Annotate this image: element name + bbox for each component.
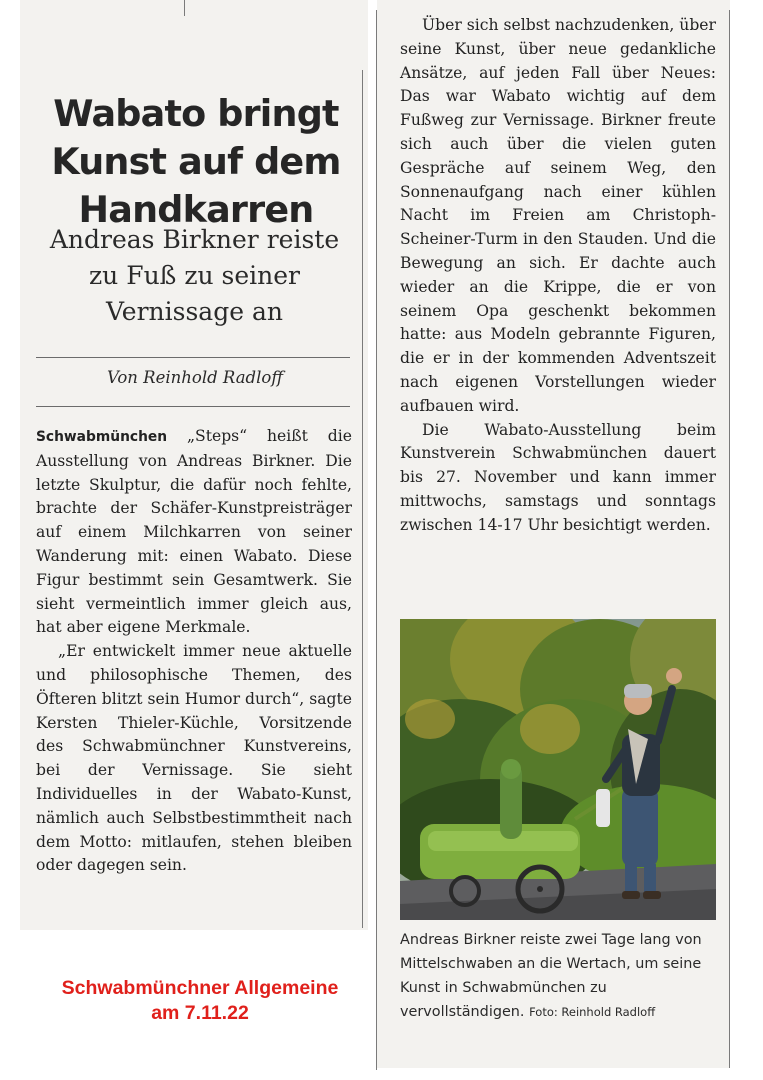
byline: Von Reinhold Radloff bbox=[106, 368, 284, 387]
paragraph: Schwabmünchen „Steps“ heißt die Ausstellung von Andreas Birkner. Die letzte Skulptur, die dafür noch fehlte, brachte der Schäfer-Kunstpreisträger auf einem Milchkarren von seiner Wanderung mit: einen Wabato. Diese Figur bestimmt sein Gesamtwerk. Sie sieht vermeintlich immer gleich aus, hat aber eigene Merkmale. bbox=[36, 427, 352, 637]
source-date: am 7.11.22 bbox=[151, 1002, 249, 1024]
byline-rule-bottom bbox=[36, 406, 350, 407]
byline-rule-top bbox=[36, 357, 350, 358]
photo-credit: Foto: Reinhold Radloff bbox=[529, 1005, 656, 1019]
caption-text: Andreas Birkner reiste zwei Tage lang von Mittelschwaben an die Wertach, um seine Kunst in Schwabmünchen zu vervollständigen. bbox=[400, 932, 702, 1020]
paragraph: „Er entwickelt immer neue aktuelle und philosophische Themen, des Öfteren blitzt sein Humor durch“, sagte Kersten Thieler-Küchle, Vorsitzende des Schwabmünchner Kunstvereins, bei der Vernissage. Sie sieht Individuelles in der Wabato-Kunst, nämlich auch Selbstbestimmtheit nach dem Motto: mitlaufen, stehen bleiben oder dagegen sein. bbox=[36, 642, 352, 875]
paragraph: Über sich selbst nachzudenken, über seine Kunst, über neue gedankliche Ansätze, auf jeden Fall über Neues: Das war Wabato wichtig auf dem Fußweg zur Vernissage. Birkner freute sich auch über die vielen guten Gespräche auf seinem Weg, den Sonnenaufgang nach einer kühlen Nacht im Freien am Christoph-Scheiner-Turm in den Stauden. Und die Bewegung an sich. Er dachte auch wieder an die Krippe, die er von seinem Opa geschenkt bekommen hatte: aus Modeln gebrannte Figuren, die er in der kommenden Adventszeit nach eigenen Vorstellungen wieder aufbauen wird. bbox=[400, 16, 716, 415]
headline: Wabato bringt Kunst auf dem Handkarren bbox=[51, 92, 341, 232]
clipping-edge bbox=[376, 10, 377, 1070]
source-note bbox=[40, 976, 360, 1026]
column-divider bbox=[184, 0, 185, 16]
article-body-right bbox=[400, 14, 716, 538]
article-photo bbox=[400, 619, 716, 920]
subheadline: Andreas Birkner reiste zu Fuß zu seiner Vernissage an bbox=[49, 225, 340, 326]
source-publication: Schwabmünchner Allgemeine bbox=[61, 977, 339, 999]
dateline: Schwabmünchen bbox=[36, 429, 168, 445]
man-with-handcart-photo bbox=[400, 619, 716, 920]
photo-caption bbox=[400, 928, 722, 1024]
column-divider bbox=[362, 70, 363, 928]
clipping-edge bbox=[729, 10, 730, 1068]
article-body-left bbox=[36, 425, 352, 878]
paragraph: Die Wabato-Ausstellung beim Kunstverein Schwabmünchen dauert bis 27. November und kann immer mittwochs, samstags und sonntags zwischen 14-17 Uhr besichtigt werden. bbox=[400, 420, 716, 534]
